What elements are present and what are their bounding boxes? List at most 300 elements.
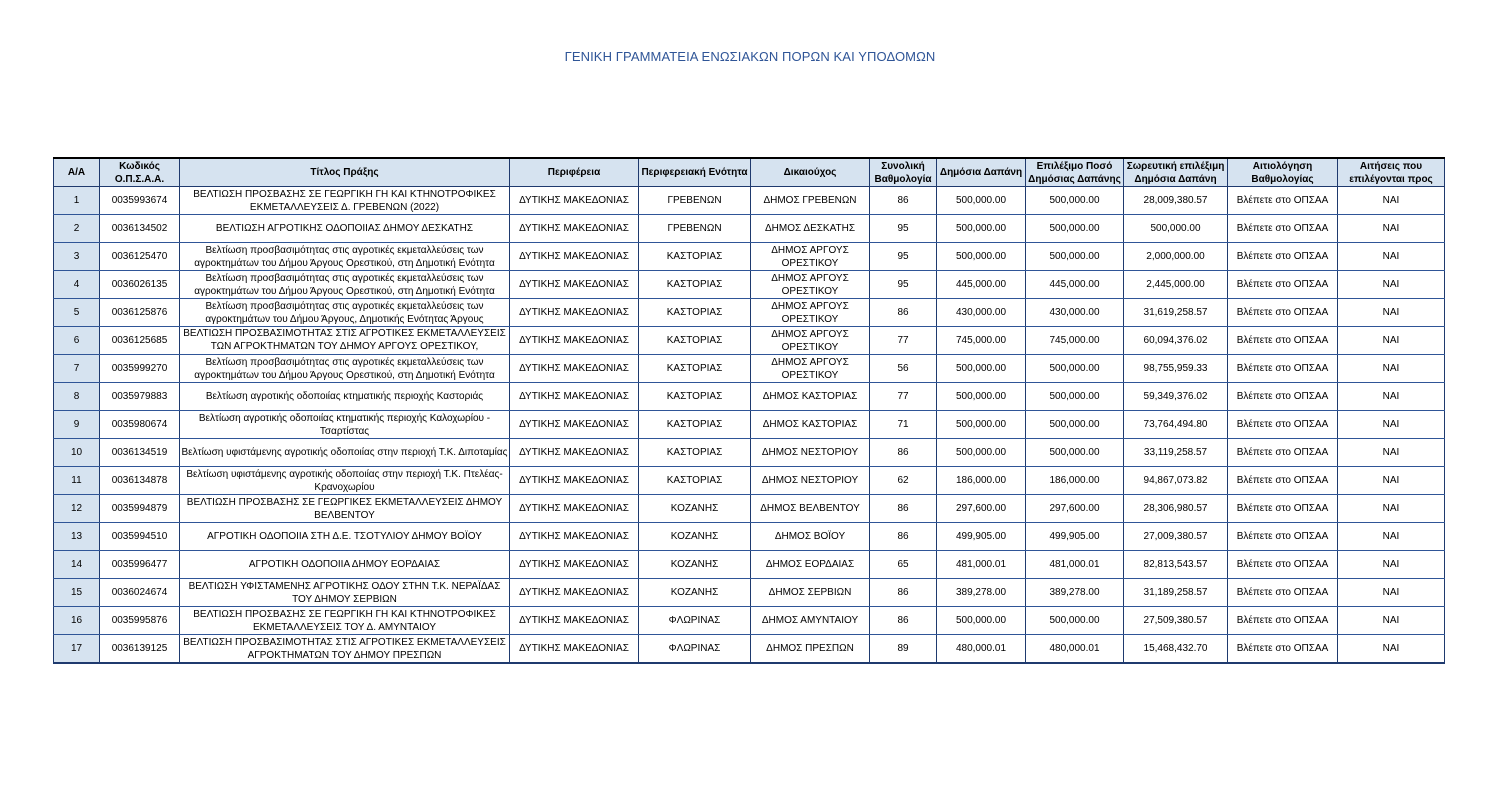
selected-flag-text: ΝΑΙ bbox=[1382, 419, 1400, 430]
eligible-amount-text: 186,000.00 bbox=[1049, 475, 1100, 486]
region-text: ΔΥΤΙΚΗΣ ΜΑΚΕΔΟΝΙΑΣ bbox=[519, 559, 629, 570]
project-title-text: ΑΓΡΟΤΙΚΗ ΟΔΟΠΟΙΙΑ ΣΤΗ Δ.Ε. ΤΣΟΤΥΛΙΟΥ ΔΗΜΟΥ ΒΟΪΟΥ bbox=[207, 531, 482, 542]
cell-project-title bbox=[180, 579, 510, 607]
eligible-amount-text: 745,000.00 bbox=[1049, 335, 1100, 346]
project-code-text: 0036125470 bbox=[111, 251, 168, 262]
score-justification-text: Βλέπετε στο ΟΠΣΑΑ bbox=[1236, 475, 1329, 486]
cell-selected-flag bbox=[1338, 355, 1445, 383]
selected-flag-text: ΝΑΙ bbox=[1382, 587, 1400, 598]
cell-selected-flag bbox=[1338, 523, 1445, 551]
cell-total-score bbox=[870, 607, 937, 635]
projects-table bbox=[53, 157, 1445, 664]
cumulative-eligible-text: 28,306,980.57 bbox=[1143, 503, 1208, 514]
header-eligible-amount: Επιλέξιμο Ποσό Δημόσιας Δαπάνης bbox=[1026, 158, 1124, 187]
cell-score-justification bbox=[1228, 243, 1338, 271]
project-title-text: ΒΕΛΤΙΩΣΗ ΠΡΟΣΒΑΣΗΣ ΣΕ ΓΕΩΡΓΙΚΗ ΓΗ ΚΑΙ ΚΤΗΝΟΤΡΟΦΙΚΕΣ ΕΚΜΕΤΑΛΛΕΥΣΕΙΣ ΤΟΥ Δ. ΑΜΥΝΤΑΙΟΥ bbox=[193, 608, 496, 633]
project-title-text: ΒΕΛΤΙΩΣΗ ΠΡΟΣΒΑΣΗΣ ΣΕ ΓΕΩΡΓΙΚΕΣ ΕΚΜΕΤΑΛΛΕΥΣΕΙΣ ΔΗΜΟΥ ΒΕΛΒΕΝΤΟΥ bbox=[186, 496, 503, 521]
public-expenditure-text: 500,000.00 bbox=[955, 363, 1007, 374]
selected-flag-text: ΝΑΙ bbox=[1382, 615, 1400, 626]
cell-total-score bbox=[870, 243, 937, 271]
table-body bbox=[54, 187, 1445, 664]
eligible-amount-text: 500,000.00 bbox=[1049, 447, 1100, 458]
cell-regional-unit bbox=[639, 243, 751, 271]
cell-total-score bbox=[870, 187, 937, 215]
cumulative-eligible-text: 98,755,959.33 bbox=[1143, 363, 1208, 374]
public-expenditure-text: 500,000.00 bbox=[955, 419, 1007, 430]
cell-region bbox=[510, 467, 639, 495]
project-code-text: 0035994510 bbox=[111, 531, 168, 542]
cell-cumulative-eligible bbox=[1124, 383, 1228, 411]
cell-project-title bbox=[180, 607, 510, 635]
cell-project-code bbox=[100, 271, 180, 299]
project-title-text: Βελτίωση προσβασιμότητας στις αγροτικές εκμεταλλεύσεις των αγροκτημάτων του Δήμου Άργους Ορεστικού, στη Δημοτική Ενότητα bbox=[194, 272, 495, 297]
cell-eligible-amount bbox=[1026, 467, 1124, 495]
region-text: ΔΥΤΙΚΗΣ ΜΑΚΕΔΟΝΙΑΣ bbox=[519, 587, 629, 598]
cell-total-score bbox=[870, 327, 937, 355]
regional-unit-text: ΚΑΣΤΟΡΙΑΣ bbox=[666, 447, 723, 458]
cell-cumulative-eligible bbox=[1124, 467, 1228, 495]
cell-row-number bbox=[54, 327, 100, 355]
selected-flag-text: ΝΑΙ bbox=[1382, 363, 1400, 374]
table-row bbox=[54, 383, 1445, 411]
cell-regional-unit bbox=[639, 327, 751, 355]
cumulative-eligible-text: 94,867,073.82 bbox=[1143, 475, 1208, 486]
cell-selected-flag bbox=[1338, 635, 1445, 664]
region-text: ΔΥΤΙΚΗΣ ΜΑΚΕΔΟΝΙΑΣ bbox=[519, 447, 629, 458]
table-row bbox=[54, 187, 1445, 215]
cell-selected-flag bbox=[1338, 243, 1445, 271]
cell-selected-flag bbox=[1338, 411, 1445, 439]
cell-eligible-amount bbox=[1026, 215, 1124, 243]
cumulative-eligible-text: 31,619,258.57 bbox=[1143, 307, 1208, 318]
regional-unit-text: ΚΑΣΤΟΡΙΑΣ bbox=[666, 391, 723, 402]
cell-row-number bbox=[54, 523, 100, 551]
cell-total-score bbox=[870, 495, 937, 523]
score-justification-text: Βλέπετε στο ΟΠΣΑΑ bbox=[1236, 419, 1329, 430]
cell-regional-unit bbox=[639, 523, 751, 551]
public-expenditure-text: 500,000.00 bbox=[955, 251, 1007, 262]
project-title-text: Βελτίωση προσβασιμότητας στις αγροτικές εκμεταλλεύσεις των αγροκτημάτων του Δήμου Άργους Ορεστικού, στη Δημοτική Ενότητα bbox=[194, 244, 495, 269]
cell-cumulative-eligible bbox=[1124, 215, 1228, 243]
region-text: ΔΥΤΙΚΗΣ ΜΑΚΕΔΟΝΙΑΣ bbox=[519, 195, 629, 206]
region-text: ΔΥΤΙΚΗΣ ΜΑΚΕΔΟΝΙΑΣ bbox=[519, 279, 629, 290]
cell-row-number bbox=[54, 243, 100, 271]
beneficiary-text: ΔΗΜΟΣ ΠΡΕΣΠΩΝ bbox=[766, 643, 854, 654]
header-region: Περιφέρεια bbox=[510, 158, 639, 187]
cell-eligible-amount bbox=[1026, 383, 1124, 411]
selected-flag-text: ΝΑΙ bbox=[1382, 279, 1400, 290]
cell-regional-unit bbox=[639, 467, 751, 495]
cell-score-justification bbox=[1228, 327, 1338, 355]
cell-project-title bbox=[180, 299, 510, 327]
score-justification-text: Βλέπετε στο ΟΠΣΑΑ bbox=[1236, 559, 1329, 570]
eligible-amount-text: 500,000.00 bbox=[1049, 391, 1100, 402]
region-text: ΔΥΤΙΚΗΣ ΜΑΚΕΔΟΝΙΑΣ bbox=[519, 391, 629, 402]
cell-project-code bbox=[100, 411, 180, 439]
cell-cumulative-eligible bbox=[1124, 271, 1228, 299]
score-justification-text: Βλέπετε στο ΟΠΣΑΑ bbox=[1236, 503, 1329, 514]
cell-public-expenditure bbox=[937, 411, 1026, 439]
row-number-text: 10 bbox=[70, 447, 83, 458]
total-score-text: 86 bbox=[897, 503, 909, 514]
public-expenditure-text: 745,000.00 bbox=[955, 335, 1007, 346]
selected-flag-text: ΝΑΙ bbox=[1382, 531, 1400, 542]
cell-public-expenditure bbox=[937, 327, 1026, 355]
row-number-text: 14 bbox=[70, 559, 83, 570]
cell-project-code bbox=[100, 579, 180, 607]
cell-total-score bbox=[870, 299, 937, 327]
cumulative-eligible-text: 2,000,000.00 bbox=[1146, 251, 1205, 262]
project-code-text: 0035994879 bbox=[111, 503, 168, 514]
cell-selected-flag bbox=[1338, 439, 1445, 467]
table-header-row bbox=[54, 158, 1445, 187]
cell-cumulative-eligible bbox=[1124, 355, 1228, 383]
total-score-text: 86 bbox=[897, 531, 909, 542]
regional-unit-text: ΦΛΩΡΙΝΑΣ bbox=[668, 643, 721, 654]
cell-project-code bbox=[100, 551, 180, 579]
cell-eligible-amount bbox=[1026, 187, 1124, 215]
cell-beneficiary bbox=[751, 635, 870, 664]
cell-beneficiary bbox=[751, 439, 870, 467]
cell-cumulative-eligible bbox=[1124, 495, 1228, 523]
cell-eligible-amount bbox=[1026, 523, 1124, 551]
score-justification-text: Βλέπετε στο ΟΠΣΑΑ bbox=[1236, 223, 1329, 234]
cell-region bbox=[510, 271, 639, 299]
regional-unit-text: ΚΑΣΤΟΡΙΑΣ bbox=[666, 363, 723, 374]
region-text: ΔΥΤΙΚΗΣ ΜΑΚΕΔΟΝΙΑΣ bbox=[519, 363, 629, 374]
cell-public-expenditure bbox=[937, 523, 1026, 551]
region-text: ΔΥΤΙΚΗΣ ΜΑΚΕΔΟΝΙΑΣ bbox=[519, 643, 629, 654]
public-expenditure-text: 500,000.00 bbox=[955, 223, 1007, 234]
row-number-text: 13 bbox=[70, 531, 83, 542]
beneficiary-text: ΔΗΜΟΣ ΑΜΥΝΤΑΙΟΥ bbox=[761, 615, 859, 626]
row-number-text: 12 bbox=[70, 503, 83, 514]
cell-total-score bbox=[870, 411, 937, 439]
public-expenditure-text: 430,000.00 bbox=[955, 307, 1007, 318]
project-code-text: 0035979883 bbox=[111, 391, 168, 402]
cell-cumulative-eligible bbox=[1124, 579, 1228, 607]
public-expenditure-text: 499,905.00 bbox=[955, 531, 1007, 542]
selected-flag-text: ΝΑΙ bbox=[1382, 447, 1400, 458]
header-code: Κωδικός Ο.Π.Σ.Α.Α. bbox=[100, 158, 180, 187]
cell-beneficiary bbox=[751, 299, 870, 327]
regional-unit-text: ΚΑΣΤΟΡΙΑΣ bbox=[666, 307, 723, 318]
cell-regional-unit bbox=[639, 579, 751, 607]
beneficiary-text: ΔΗΜΟΣ ΑΡΓΟΥΣ ΟΡΕΣΤΙΚΟΥ bbox=[771, 272, 849, 297]
cell-project-title bbox=[180, 439, 510, 467]
cell-region bbox=[510, 579, 639, 607]
beneficiary-text: ΔΗΜΟΣ ΕΟΡΔΑΙΑΣ bbox=[765, 559, 855, 570]
cell-project-code bbox=[100, 243, 180, 271]
cell-regional-unit bbox=[639, 551, 751, 579]
cell-region bbox=[510, 411, 639, 439]
regional-unit-text: ΓΡΕΒΕΝΩΝ bbox=[667, 223, 722, 234]
cumulative-eligible-text: 82,813,543.57 bbox=[1143, 559, 1208, 570]
public-expenditure-text: 297,600.00 bbox=[955, 503, 1007, 514]
project-code-text: 0035980674 bbox=[111, 419, 168, 430]
table-row bbox=[54, 551, 1445, 579]
project-code-text: 0035999270 bbox=[111, 363, 168, 374]
selected-flag-text: ΝΑΙ bbox=[1382, 559, 1400, 570]
eligible-amount-text: 500,000.00 bbox=[1049, 363, 1100, 374]
score-justification-text: Βλέπετε στο ΟΠΣΑΑ bbox=[1236, 615, 1329, 626]
cell-project-title bbox=[180, 523, 510, 551]
cumulative-eligible-text: 28,009,380.57 bbox=[1143, 195, 1208, 206]
beneficiary-text: ΔΗΜΟΣ ΒΟΪΟΥ bbox=[774, 531, 846, 542]
cell-project-title bbox=[180, 187, 510, 215]
cell-region bbox=[510, 215, 639, 243]
cell-region bbox=[510, 299, 639, 327]
cell-score-justification bbox=[1228, 299, 1338, 327]
project-title-text: Βελτίωση υφιστάμενης αγροτικής οδοποιίας στην περιοχή Τ.Κ. Πτελέας-Κρανοχωρίου bbox=[186, 468, 503, 493]
cell-regional-unit bbox=[639, 355, 751, 383]
table-row bbox=[54, 439, 1445, 467]
cell-score-justification bbox=[1228, 411, 1338, 439]
table-row bbox=[54, 355, 1445, 383]
selected-flag-text: ΝΑΙ bbox=[1382, 223, 1400, 234]
header-score-justification: Αιτιολόγηση Βαθμολογίας bbox=[1228, 158, 1338, 187]
cell-project-title bbox=[180, 271, 510, 299]
cell-beneficiary bbox=[751, 495, 870, 523]
table-row bbox=[54, 579, 1445, 607]
score-justification-text: Βλέπετε στο ΟΠΣΑΑ bbox=[1236, 643, 1329, 654]
cell-row-number bbox=[54, 607, 100, 635]
public-expenditure-text: 445,000.00 bbox=[955, 279, 1007, 290]
score-justification-text: Βλέπετε στο ΟΠΣΑΑ bbox=[1236, 279, 1329, 290]
cell-public-expenditure bbox=[937, 635, 1026, 664]
total-score-text: 89 bbox=[897, 643, 909, 654]
cell-cumulative-eligible bbox=[1124, 551, 1228, 579]
score-justification-text: Βλέπετε στο ΟΠΣΑΑ bbox=[1236, 587, 1329, 598]
project-title-text: Βελτίωση προσβασιμότητας στις αγροτικές εκμεταλλεύσεις των αγροκτημάτων του Δήμου Άργους, Δημοτικής Ενότητας Άργους bbox=[205, 300, 484, 325]
cell-project-title bbox=[180, 495, 510, 523]
regional-unit-text: ΚΑΣΤΟΡΙΑΣ bbox=[666, 335, 723, 346]
row-number-text: 2 bbox=[73, 223, 80, 234]
beneficiary-text: ΔΗΜΟΣ ΚΑΣΤΟΡΙΑΣ bbox=[762, 391, 858, 402]
cell-score-justification bbox=[1228, 579, 1338, 607]
cell-regional-unit bbox=[639, 411, 751, 439]
cell-region bbox=[510, 355, 639, 383]
cell-public-expenditure bbox=[937, 355, 1026, 383]
cell-regional-unit bbox=[639, 299, 751, 327]
cell-eligible-amount bbox=[1026, 439, 1124, 467]
cell-public-expenditure bbox=[937, 607, 1026, 635]
cell-project-title bbox=[180, 327, 510, 355]
cell-eligible-amount bbox=[1026, 243, 1124, 271]
cell-public-expenditure bbox=[937, 243, 1026, 271]
table-row bbox=[54, 243, 1445, 271]
cell-beneficiary bbox=[751, 383, 870, 411]
cell-regional-unit bbox=[639, 271, 751, 299]
cell-score-justification bbox=[1228, 187, 1338, 215]
selected-flag-text: ΝΑΙ bbox=[1382, 391, 1400, 402]
cell-eligible-amount bbox=[1026, 635, 1124, 664]
cell-project-title bbox=[180, 467, 510, 495]
score-justification-text: Βλέπετε στο ΟΠΣΑΑ bbox=[1236, 447, 1329, 458]
project-title-text: Βελτίωση προσβασιμότητας στις αγροτικές εκμεταλλεύσεις των αγροκτημάτων του Δήμου Άργους Ορεστικού, στη Δημοτική Ενότητα bbox=[194, 356, 495, 381]
row-number-text: 17 bbox=[70, 643, 83, 654]
cell-total-score bbox=[870, 579, 937, 607]
cell-selected-flag bbox=[1338, 579, 1445, 607]
selected-flag-text: ΝΑΙ bbox=[1382, 643, 1400, 654]
project-title-text: ΒΕΛΤΙΩΣΗ ΠΡΟΣΒΑΣΙΜΟΤΗΤΑΣ ΣΤΙΣ ΑΓΡΟΤΙΚΕΣ ΕΚΜΕΤΑΛΛΕΥΣΕΙΣ ΑΓΡΟΚΤΗΜΑΤΩΝ ΤΟΥ ΔΗΜΟΥ ΠΡΕΣΠΩΝ bbox=[183, 636, 506, 661]
cell-selected-flag bbox=[1338, 383, 1445, 411]
cell-region bbox=[510, 383, 639, 411]
project-title-text: ΑΓΡΟΤΙΚΗ ΟΔΟΠΟΙΙΑ ΔΗΜΟΥ ΕΟΡΔΑΙΑΣ bbox=[248, 559, 441, 570]
cell-row-number bbox=[54, 187, 100, 215]
total-score-text: 56 bbox=[897, 363, 909, 374]
cell-project-code bbox=[100, 327, 180, 355]
project-code-text: 0036125876 bbox=[111, 307, 168, 318]
public-expenditure-text: 389,278.00 bbox=[955, 587, 1007, 598]
header-total-score: Συνολική Βαθμολογία bbox=[870, 158, 937, 187]
row-number-text: 5 bbox=[73, 307, 80, 318]
table-row bbox=[54, 495, 1445, 523]
total-score-text: 77 bbox=[897, 391, 909, 402]
cell-row-number bbox=[54, 439, 100, 467]
cell-regional-unit bbox=[639, 383, 751, 411]
eligible-amount-text: 500,000.00 bbox=[1049, 615, 1100, 626]
score-justification-text: Βλέπετε στο ΟΠΣΑΑ bbox=[1236, 391, 1329, 402]
public-expenditure-text: 480,000.01 bbox=[955, 643, 1007, 654]
table-row bbox=[54, 607, 1445, 635]
beneficiary-text: ΔΗΜΟΣ ΑΡΓΟΥΣ ΟΡΕΣΤΙΚΟΥ bbox=[771, 356, 849, 381]
total-score-text: 86 bbox=[897, 195, 909, 206]
cell-eligible-amount bbox=[1026, 579, 1124, 607]
row-number-text: 11 bbox=[71, 475, 82, 486]
cumulative-eligible-text: 73,764,494.80 bbox=[1143, 419, 1208, 430]
cell-total-score bbox=[870, 551, 937, 579]
score-justification-text: Βλέπετε στο ΟΠΣΑΑ bbox=[1236, 195, 1329, 206]
beneficiary-text: ΔΗΜΟΣ ΝΕΣΤΟΡΙΟΥ bbox=[761, 447, 859, 458]
cell-beneficiary bbox=[751, 551, 870, 579]
public-expenditure-text: 500,000.00 bbox=[955, 615, 1007, 626]
cell-cumulative-eligible bbox=[1124, 411, 1228, 439]
eligible-amount-text: 481,000.01 bbox=[1049, 559, 1100, 570]
cell-score-justification bbox=[1228, 607, 1338, 635]
public-expenditure-text: 186,000.00 bbox=[955, 475, 1007, 486]
total-score-text: 86 bbox=[897, 587, 909, 598]
row-number-text: 15 bbox=[70, 587, 83, 598]
regional-unit-text: ΚΑΣΤΟΡΙΑΣ bbox=[666, 279, 723, 290]
cell-project-title bbox=[180, 411, 510, 439]
total-score-text: 86 bbox=[897, 615, 909, 626]
beneficiary-text: ΔΗΜΟΣ ΚΑΣΤΟΡΙΑΣ bbox=[762, 419, 858, 430]
project-code-text: 0036134878 bbox=[111, 475, 168, 486]
cell-public-expenditure bbox=[937, 299, 1026, 327]
public-expenditure-text: 500,000.00 bbox=[955, 447, 1007, 458]
cell-selected-flag bbox=[1338, 607, 1445, 635]
cell-row-number bbox=[54, 551, 100, 579]
cell-row-number bbox=[54, 355, 100, 383]
cell-total-score bbox=[870, 467, 937, 495]
regional-unit-text: ΓΡΕΒΕΝΩΝ bbox=[667, 195, 722, 206]
cell-project-code bbox=[100, 215, 180, 243]
cell-project-code bbox=[100, 523, 180, 551]
cell-total-score bbox=[870, 635, 937, 664]
cell-region bbox=[510, 495, 639, 523]
table-row bbox=[54, 635, 1445, 664]
cell-project-code bbox=[100, 299, 180, 327]
cell-selected-flag bbox=[1338, 187, 1445, 215]
header-regional-unit: Περιφερειακή Ενότητα bbox=[639, 158, 751, 187]
project-code-text: 0035993674 bbox=[111, 195, 168, 206]
cell-project-title bbox=[180, 551, 510, 579]
cell-eligible-amount bbox=[1026, 355, 1124, 383]
cell-regional-unit bbox=[639, 635, 751, 664]
beneficiary-text: ΔΗΜΟΣ ΒΕΛΒΕΝΤΟΥ bbox=[760, 503, 860, 514]
project-title-text: Βελτίωση αγροτικής οδοποιίας κτηματικής περιοχής Καλοχωρίου - Τσαρτίστας bbox=[198, 412, 491, 437]
cell-region bbox=[510, 607, 639, 635]
cell-beneficiary bbox=[751, 523, 870, 551]
cell-project-code bbox=[100, 495, 180, 523]
public-expenditure-text: 500,000.00 bbox=[955, 195, 1007, 206]
project-code-text: 0036125685 bbox=[111, 335, 168, 346]
cell-cumulative-eligible bbox=[1124, 607, 1228, 635]
cell-total-score bbox=[870, 523, 937, 551]
cell-project-title bbox=[180, 215, 510, 243]
selected-flag-text: ΝΑΙ bbox=[1382, 475, 1400, 486]
beneficiary-text: ΔΗΜΟΣ ΓΡΕΒΕΝΩΝ bbox=[763, 195, 857, 206]
cell-beneficiary bbox=[751, 187, 870, 215]
eligible-amount-text: 500,000.00 bbox=[1049, 251, 1100, 262]
total-score-text: 86 bbox=[897, 307, 909, 318]
beneficiary-text: ΔΗΜΟΣ ΑΡΓΟΥΣ ΟΡΕΣΤΙΚΟΥ bbox=[771, 244, 849, 269]
table-row bbox=[54, 523, 1445, 551]
eligible-amount-text: 430,000.00 bbox=[1049, 307, 1100, 318]
cell-beneficiary bbox=[751, 327, 870, 355]
header-aa: Α/Α bbox=[54, 158, 100, 187]
project-code-text: 0035996477 bbox=[111, 559, 168, 570]
cell-project-title bbox=[180, 355, 510, 383]
total-score-text: 95 bbox=[897, 223, 909, 234]
cell-total-score bbox=[870, 439, 937, 467]
eligible-amount-text: 500,000.00 bbox=[1049, 419, 1100, 430]
cell-cumulative-eligible bbox=[1124, 187, 1228, 215]
cell-region bbox=[510, 327, 639, 355]
selected-flag-text: ΝΑΙ bbox=[1382, 503, 1400, 514]
cumulative-eligible-text: 500,000.00 bbox=[1150, 223, 1201, 234]
cell-project-code bbox=[100, 355, 180, 383]
cell-public-expenditure bbox=[937, 215, 1026, 243]
document-title: ΓΕΝΙΚΗ ΓΡΑΜΜΑΤΕΙΑ ΕΝΩΣΙΑΚΩΝ ΠΟΡΩΝ ΚΑΙ ΥΠΟΔΟΜΩΝ bbox=[564, 49, 936, 64]
row-number-text: 4 bbox=[73, 279, 80, 290]
cell-row-number bbox=[54, 467, 100, 495]
cell-public-expenditure bbox=[937, 187, 1026, 215]
cumulative-eligible-text: 59,349,376.02 bbox=[1143, 391, 1208, 402]
cell-score-justification bbox=[1228, 439, 1338, 467]
cell-cumulative-eligible bbox=[1124, 243, 1228, 271]
header-beneficiary: Δικαιούχος bbox=[751, 158, 870, 187]
total-score-text: 95 bbox=[897, 279, 909, 290]
regional-unit-text: ΚΑΣΤΟΡΙΑΣ bbox=[666, 251, 723, 262]
project-code-text: 0035995876 bbox=[111, 615, 168, 626]
beneficiary-text: ΔΗΜΟΣ ΔΕΣΚΑΤΗΣ bbox=[764, 223, 856, 234]
selected-flag-text: ΝΑΙ bbox=[1382, 335, 1400, 346]
row-number-text: 8 bbox=[73, 391, 80, 402]
cell-row-number bbox=[54, 635, 100, 664]
region-text: ΔΥΤΙΚΗΣ ΜΑΚΕΔΟΝΙΑΣ bbox=[519, 419, 629, 430]
cumulative-eligible-text: 31,189,258.57 bbox=[1143, 587, 1208, 598]
region-text: ΔΥΤΙΚΗΣ ΜΑΚΕΔΟΝΙΑΣ bbox=[519, 615, 629, 626]
cell-eligible-amount bbox=[1026, 495, 1124, 523]
cell-row-number bbox=[54, 299, 100, 327]
region-text: ΔΥΤΙΚΗΣ ΜΑΚΕΔΟΝΙΑΣ bbox=[519, 223, 629, 234]
cell-region bbox=[510, 187, 639, 215]
cell-selected-flag bbox=[1338, 327, 1445, 355]
beneficiary-text: ΔΗΜΟΣ ΑΡΓΟΥΣ ΟΡΕΣΤΙΚΟΥ bbox=[771, 328, 849, 353]
region-text: ΔΥΤΙΚΗΣ ΜΑΚΕΔΟΝΙΑΣ bbox=[519, 335, 629, 346]
